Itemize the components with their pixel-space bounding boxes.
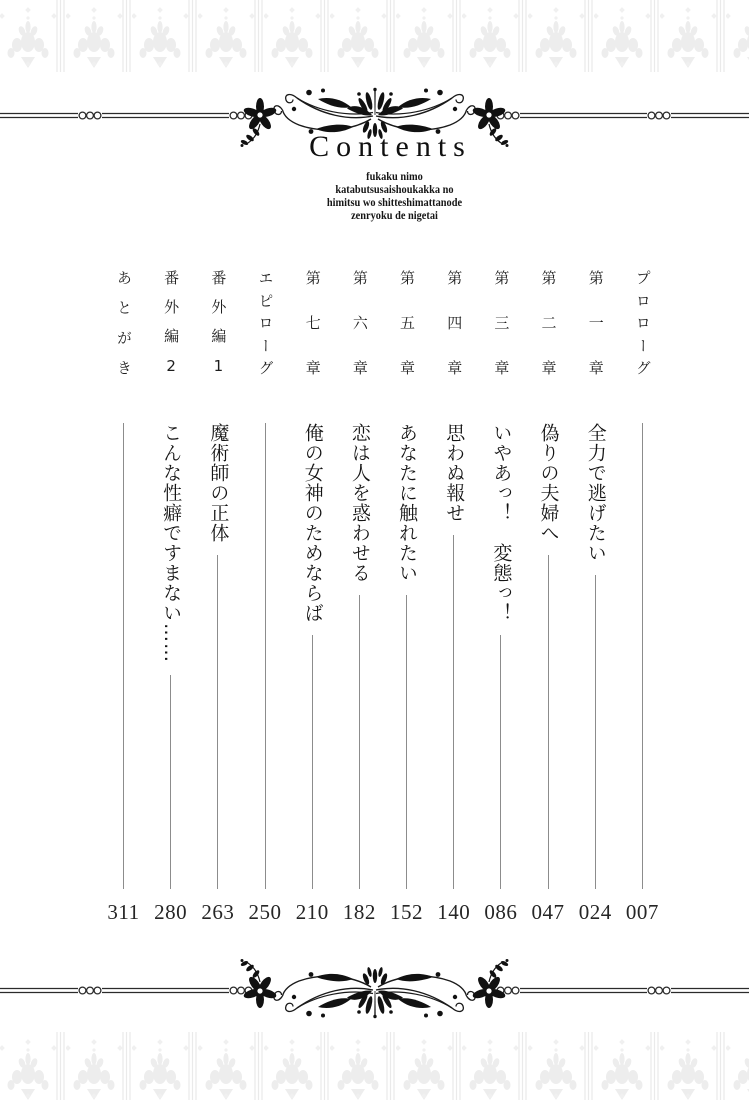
toc-entry-body bbox=[123, 423, 124, 889]
romaji-subtitle-line: katabutsusaishoukakka no bbox=[335, 184, 454, 196]
toc-entry-body bbox=[396, 423, 419, 889]
toc-entry bbox=[100, 270, 147, 925]
toc-chapter-title: 俺の女神のためならば bbox=[301, 423, 324, 624]
toc-entry bbox=[619, 270, 666, 925]
toc-chapter-label: 第 五 章 bbox=[398, 270, 417, 376]
toc-entry-body bbox=[160, 423, 183, 889]
toc-chapter-label: 番 外 編 1 bbox=[209, 270, 228, 376]
toc-chapter-title: 恋は人を惑わせる bbox=[348, 423, 371, 584]
toc-chapter-title: 魔術師の正体 bbox=[207, 423, 230, 544]
toc-entry bbox=[383, 270, 430, 925]
toc-leader-line bbox=[500, 635, 501, 889]
toc-chapter-label: 番 外 編 2 bbox=[162, 270, 181, 376]
toc-page-number: 086 bbox=[484, 900, 518, 924]
toc-page-number: 152 bbox=[390, 900, 424, 924]
floral-divider-bottom-icon bbox=[0, 956, 749, 1021]
toc-columns bbox=[100, 270, 666, 925]
toc-leader-line bbox=[170, 675, 171, 889]
toc-entry-body bbox=[443, 423, 466, 889]
toc-entry bbox=[572, 270, 619, 925]
toc-entry-body bbox=[303, 423, 322, 889]
toc-leader-line bbox=[406, 595, 407, 889]
toc-chapter-label: 第 三 章 bbox=[492, 270, 511, 376]
toc-chapter-label: エ ピ ロ ー グ bbox=[256, 270, 275, 376]
toc-leader-line bbox=[265, 423, 266, 889]
toc-chapter-label: 第 六 章 bbox=[350, 270, 369, 376]
toc-entry bbox=[289, 270, 336, 925]
toc-entry bbox=[430, 270, 477, 925]
toc-entry-body bbox=[490, 423, 513, 889]
toc-page-number: 182 bbox=[342, 900, 376, 924]
toc-chapter-title: 思わぬ報せ bbox=[443, 423, 466, 524]
toc-chapter-title: こんな性癖ですまない…… bbox=[160, 423, 183, 664]
toc-leader-line bbox=[642, 423, 643, 889]
damask-border-top-icon bbox=[0, 0, 749, 72]
toc-page-number: 140 bbox=[437, 900, 471, 924]
toc-entry bbox=[242, 270, 289, 925]
damask-border-bottom-icon bbox=[0, 1032, 749, 1100]
romaji-subtitle-line: zenryoku de nigetai bbox=[351, 210, 438, 222]
toc-leader-line bbox=[123, 423, 124, 889]
toc-page-number: 280 bbox=[154, 900, 188, 924]
toc-leader-line bbox=[217, 555, 218, 889]
romaji-subtitle bbox=[57, 171, 731, 223]
romaji-subtitle-line: fukaku nimo bbox=[366, 171, 423, 183]
toc-chapter-title: 全力で逃げたい bbox=[584, 423, 607, 564]
toc-leader-line bbox=[359, 595, 360, 889]
toc-page-number: 263 bbox=[201, 900, 235, 924]
toc-chapter-label: 第 七 章 bbox=[303, 270, 322, 376]
toc-entry-body bbox=[539, 423, 558, 889]
toc-chapter-title: いやあっ！ 変態っ！ bbox=[490, 423, 513, 624]
toc-chapter-label: プ ロ ロ ー グ bbox=[633, 270, 652, 376]
toc-chapter-label: 第 四 章 bbox=[445, 270, 464, 376]
toc-entry bbox=[194, 270, 241, 925]
toc-leader-line bbox=[453, 535, 454, 889]
toc-entry bbox=[525, 270, 572, 925]
toc-entry-body bbox=[350, 423, 369, 889]
toc-chapter-label: 第 一 章 bbox=[586, 270, 605, 376]
toc-page-number: 210 bbox=[295, 900, 329, 924]
toc-entry bbox=[477, 270, 524, 925]
page-title: Contents bbox=[309, 130, 472, 163]
toc-page-number: 024 bbox=[578, 900, 612, 924]
toc-chapter-title: あなたに触れたい bbox=[396, 423, 419, 584]
toc-page-number: 047 bbox=[531, 900, 565, 924]
toc-leader-line bbox=[548, 555, 549, 889]
toc-page-number: 007 bbox=[625, 900, 659, 924]
toc-entry-body bbox=[642, 423, 643, 889]
toc-chapter-title: 偽りの夫婦へ bbox=[537, 423, 560, 544]
toc-entry bbox=[147, 270, 194, 925]
toc-leader-line bbox=[595, 575, 596, 889]
toc-entry-body bbox=[265, 423, 266, 889]
toc-entry bbox=[336, 270, 383, 925]
toc-page-number: 250 bbox=[248, 900, 282, 924]
romaji-subtitle-line: himitsu wo shitteshimattanode bbox=[326, 197, 463, 209]
toc-chapter-label: あ と が き bbox=[115, 270, 133, 376]
toc-chapter-label: 第 二 章 bbox=[539, 270, 558, 376]
toc-leader-line bbox=[312, 635, 313, 889]
toc-entry-body bbox=[207, 423, 230, 889]
toc-entry-body bbox=[586, 423, 605, 889]
toc-page-number: 311 bbox=[107, 900, 140, 924]
